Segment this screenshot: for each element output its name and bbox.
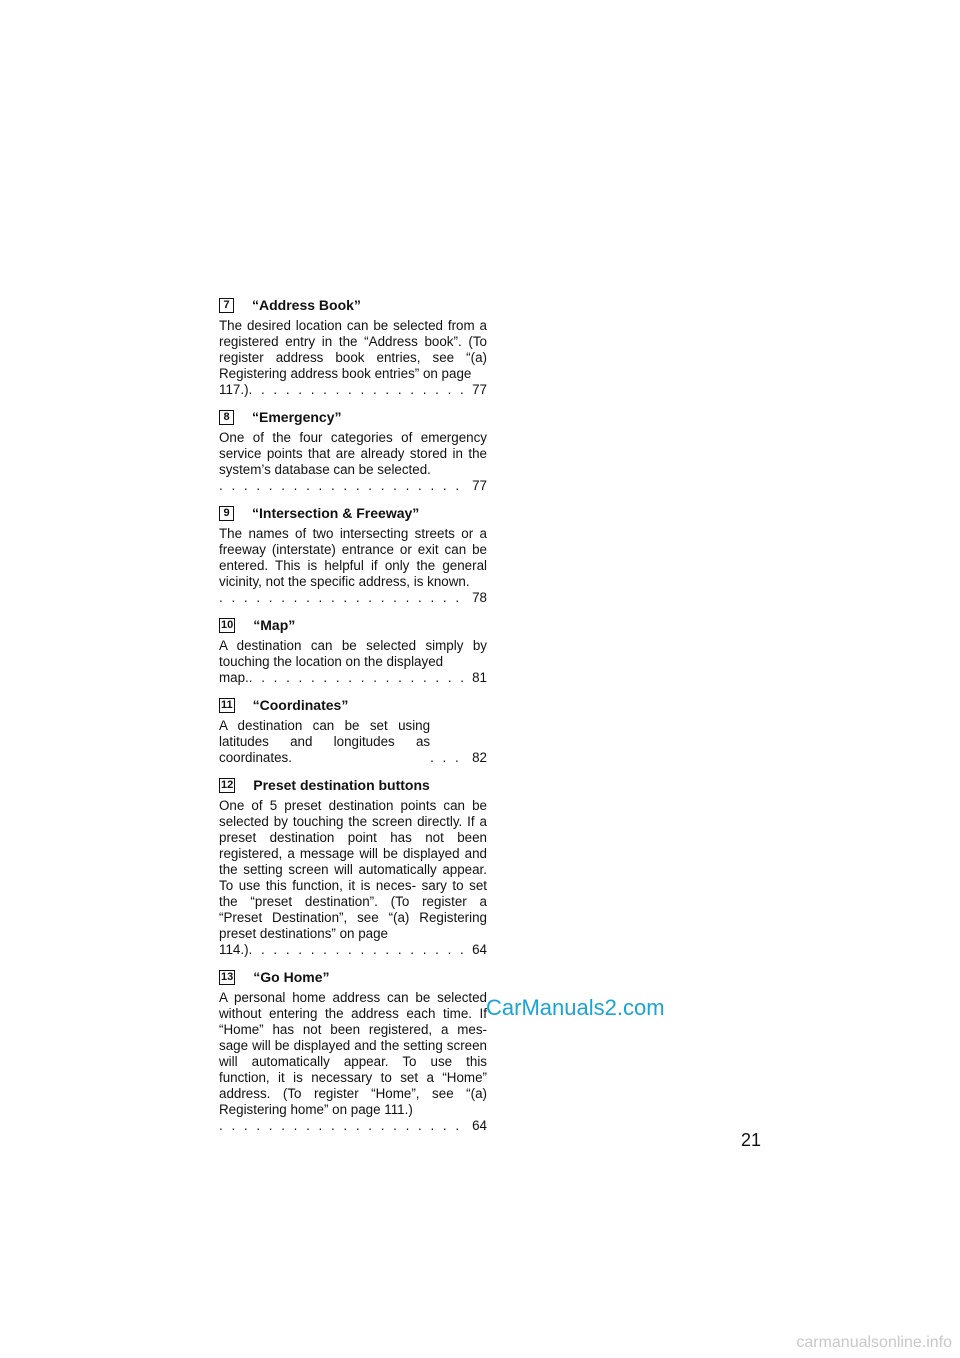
item-title: “Address Book” (252, 297, 361, 313)
item-title: “Coordinates” (252, 697, 349, 713)
reference-lead: 117.) (219, 382, 249, 397)
item-emergency (219, 406, 487, 494)
page-reference (219, 1118, 487, 1134)
item-heading (219, 966, 487, 988)
item-body: A personal home address can be selected without entering the address each time. If “Home” has not been registered, a mes- sage will be displayed and the setting screen will automatically appear. To use this function, it is necessary to set a “Home” address. (To register “Home”, see “(a) Registering home” on page 111.) (219, 990, 487, 1117)
item-body: The names of two intersecting streets or a freeway (interstate) entrance or exit can be entered. This is helpful if only the general vicinity, not the specific address, is known. (219, 526, 487, 589)
reference-page: 78 (472, 590, 487, 605)
leader-dots (249, 942, 467, 958)
reference-page: 64 (472, 1118, 487, 1133)
item-go-home (219, 966, 487, 1134)
leader-dots (219, 1118, 466, 1134)
item-number: 13 (221, 970, 234, 983)
item-heading (219, 774, 487, 796)
item-title: “Map” (253, 617, 296, 633)
item-body: A destination can be selected simply by touching the location on the displayed (219, 638, 487, 669)
item-number: 10 (221, 618, 234, 631)
reference-page: 77 (472, 478, 487, 493)
page-reference (219, 718, 487, 766)
footer-watermark: carmanualsonline.info (796, 1334, 952, 1351)
item-title: “Intersection & Freeway” (252, 505, 420, 521)
leader-dots (219, 478, 466, 494)
page-reference (219, 942, 487, 958)
reference-page: 82 (472, 750, 487, 765)
item-number: 7 (219, 298, 234, 313)
item-heading (219, 694, 487, 716)
item-number: 11 (221, 698, 233, 711)
item-title: Preset destination buttons (253, 777, 430, 793)
watermark-logo: CarManuals2.com (486, 995, 665, 1020)
page-reference (219, 670, 487, 686)
item-title: “Go Home” (253, 969, 330, 985)
item-number: 9 (219, 506, 234, 521)
content-column (219, 294, 487, 1142)
leader-dots (430, 750, 466, 766)
item-body: One of 5 preset destination points can be selected by touching the screen directly. If a preset destination point has not been registered, a message will be displayed and the setting screen will automatically appear. To use this function, it is neces- sary to set the “preset destination”. (To register a “Preset Destination”, see “(a) Registering preset destinations” on page (219, 798, 487, 941)
item-body: One of the four categories of emergency service points that are already stored in the system’s database can be selected. (219, 430, 487, 477)
item-heading (219, 406, 487, 428)
item-intersection-freeway (219, 502, 487, 606)
item-heading (219, 294, 487, 316)
page-reference (219, 478, 487, 494)
leader-dots (219, 590, 466, 606)
leader-dots (249, 382, 467, 398)
item-body: The desired location can be selected from a registered entry in the “Address book”. (To register address book entries, see “(a) Registering address book entries” on page (219, 318, 487, 381)
reference-lead: 114.) (219, 942, 249, 957)
reference-page: 64 (472, 942, 487, 957)
reference-page: 77 (472, 382, 487, 397)
item-number: 8 (219, 410, 234, 425)
page-reference (219, 382, 487, 398)
item-preset-destination-buttons (219, 774, 487, 958)
item-map (219, 614, 487, 686)
item-coordinates (219, 694, 487, 766)
page-number: 21 (741, 1130, 762, 1150)
item-title: “Emergency” (252, 409, 342, 425)
page-reference (219, 590, 487, 606)
reference-page: 81 (472, 670, 487, 685)
item-number: 12 (221, 778, 234, 791)
reference-lead: map. (219, 670, 249, 685)
item-address-book (219, 294, 487, 398)
item-heading (219, 614, 487, 636)
reference-lead: A destination can be set using latitudes and longitudes as coordinates. (219, 718, 431, 765)
item-heading (219, 502, 487, 524)
leader-dots (249, 670, 466, 686)
